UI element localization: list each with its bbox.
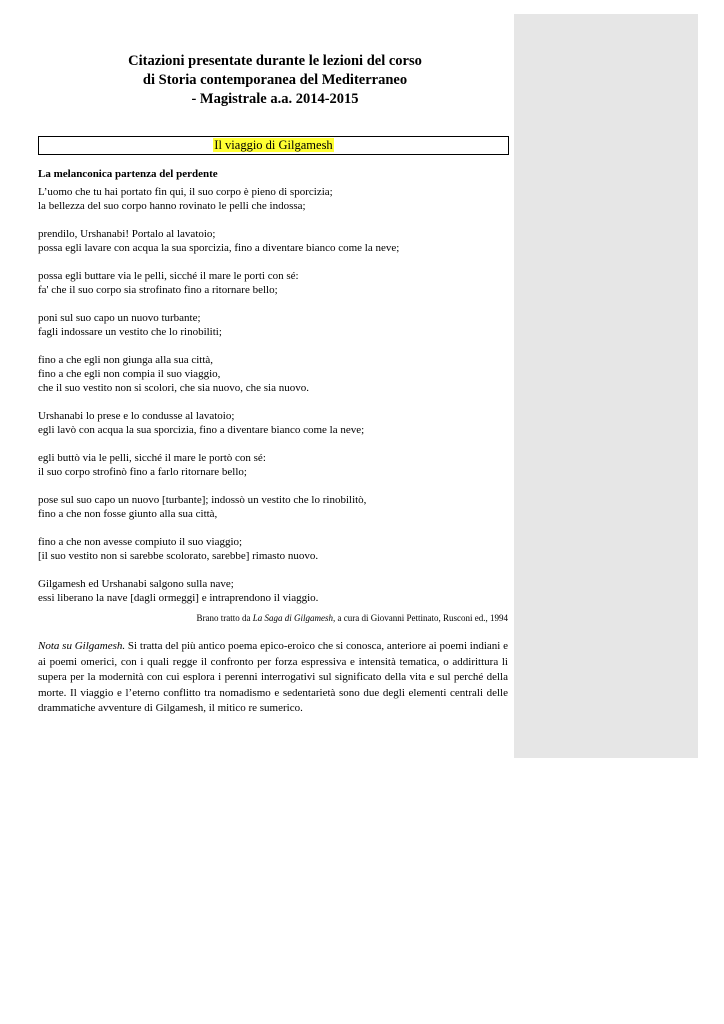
poem-line: pose sul suo capo un nuovo [turbante]; indossò un vestito che lo rinobilitò, [38,494,367,506]
poem-line: fino a che egli non giunga alla sua città, [38,354,214,366]
section-heading: La melanconica partenza del perdente [38,168,218,180]
poem-line: la bellezza del suo corpo hanno rovinato le pelli che indossa; [38,200,306,212]
document-header [40,52,510,109]
poem-line: fa' che il suo corpo sia strofinato fino a ritornare bello; [38,284,278,296]
poem-stanza [38,535,508,563]
note-paragraph [38,639,508,717]
poem-line: Urshanabi lo prese e lo condusse al lavatoio; [38,410,235,422]
poem-line: egli lavò con acqua la sua sporcizia, fino a diventare bianco come la neve; [38,424,365,436]
poem-line: L’uomo che tu hai portato fin qui, il suo corpo è pieno di sporcizia; [38,186,333,198]
poem-line: che il suo vestito non si scolori, che sia nuovo, che sia nuovo. [38,382,309,394]
poem-line: prendilo, Urshanabi! Portalo al lavatoio; [38,228,216,240]
poem-stanza [38,269,508,297]
poem-stanza [38,451,508,479]
header-line-3: - Magistrale a.a. 2014-2015 [191,91,359,107]
poem-line: fino a che non avesse compiuto il suo viaggio; [38,536,243,548]
comment-margin-panel [514,14,698,758]
poem-line: possa egli lavare con acqua la sua sporcizia, fino a diventare bianco come la neve; [38,242,400,254]
title-box [38,136,509,155]
poem-line: fagli indossare un vestito che lo rinobiliti; [38,326,222,338]
poem-stanza [38,185,508,213]
poem-line: [il suo vestito non si sarebbe scolorato, sarebbe] rimasto nuovo. [38,550,319,562]
poem-stanza [38,311,508,339]
poem-stanza [38,227,508,255]
note-label: Nota su Gilgamesh. [38,640,126,652]
poem-stanza [38,409,508,437]
source-citation [38,612,508,624]
poem-line: essi liberano la nave [dagli ormeggi] e intraprendono il viaggio. [38,592,319,604]
poem-line: Gilgamesh ed Urshanabi salgono sulla nave; [38,578,234,590]
poem-stanza [38,353,508,395]
highlighted-title: Il viaggio di Gilgamesh [214,138,333,152]
poem-line: fino a che egli non compia il suo viaggio, [38,368,221,380]
poem-stanza [38,577,508,605]
note-text: Si tratta del più antico poema epico-eroico che si conosca, anteriore ai poemi indiani e ai poemi omerici, con i quali regge il confronto per forza espressiva e intensità tematica, o addirittura li supera per la modernità con cui esplora i perenni interrogativi sul significato della vita e sul perché della morte. Il viaggio e l’eterno conflitto tra nomadismo e sedentarietà sono due degli elementi centrali delle drammatiche avventure di Gilgamesh, il mitico re sumerico. [38,640,508,714]
poem-line: il suo corpo strofinò fino a farlo ritornare bello; [38,466,247,478]
header-line-1: Citazioni presentate durante le lezioni del corso [128,53,422,69]
poem-text [38,185,508,605]
source-book-title: La Saga di Gilgamesh [252,613,334,623]
poem-line: poni sul suo capo un nuovo turbante; [38,312,201,324]
poem-line: possa egli buttare via le pelli, sicché il mare le porti con sé: [38,270,299,282]
source-suffix: , a cura di Giovanni Pettinato, Rusconi ed., 1994 [333,613,508,623]
poem-line: egli buttò via le pelli, sicché il mare le portò con sé: [38,452,266,464]
poem-line: fino a che non fosse giunto alla sua città, [38,508,218,520]
poem-stanza [38,493,508,521]
header-line-2: di Storia contemporanea del Mediterraneo [142,72,408,88]
source-prefix: Brano tratto da [196,613,253,623]
